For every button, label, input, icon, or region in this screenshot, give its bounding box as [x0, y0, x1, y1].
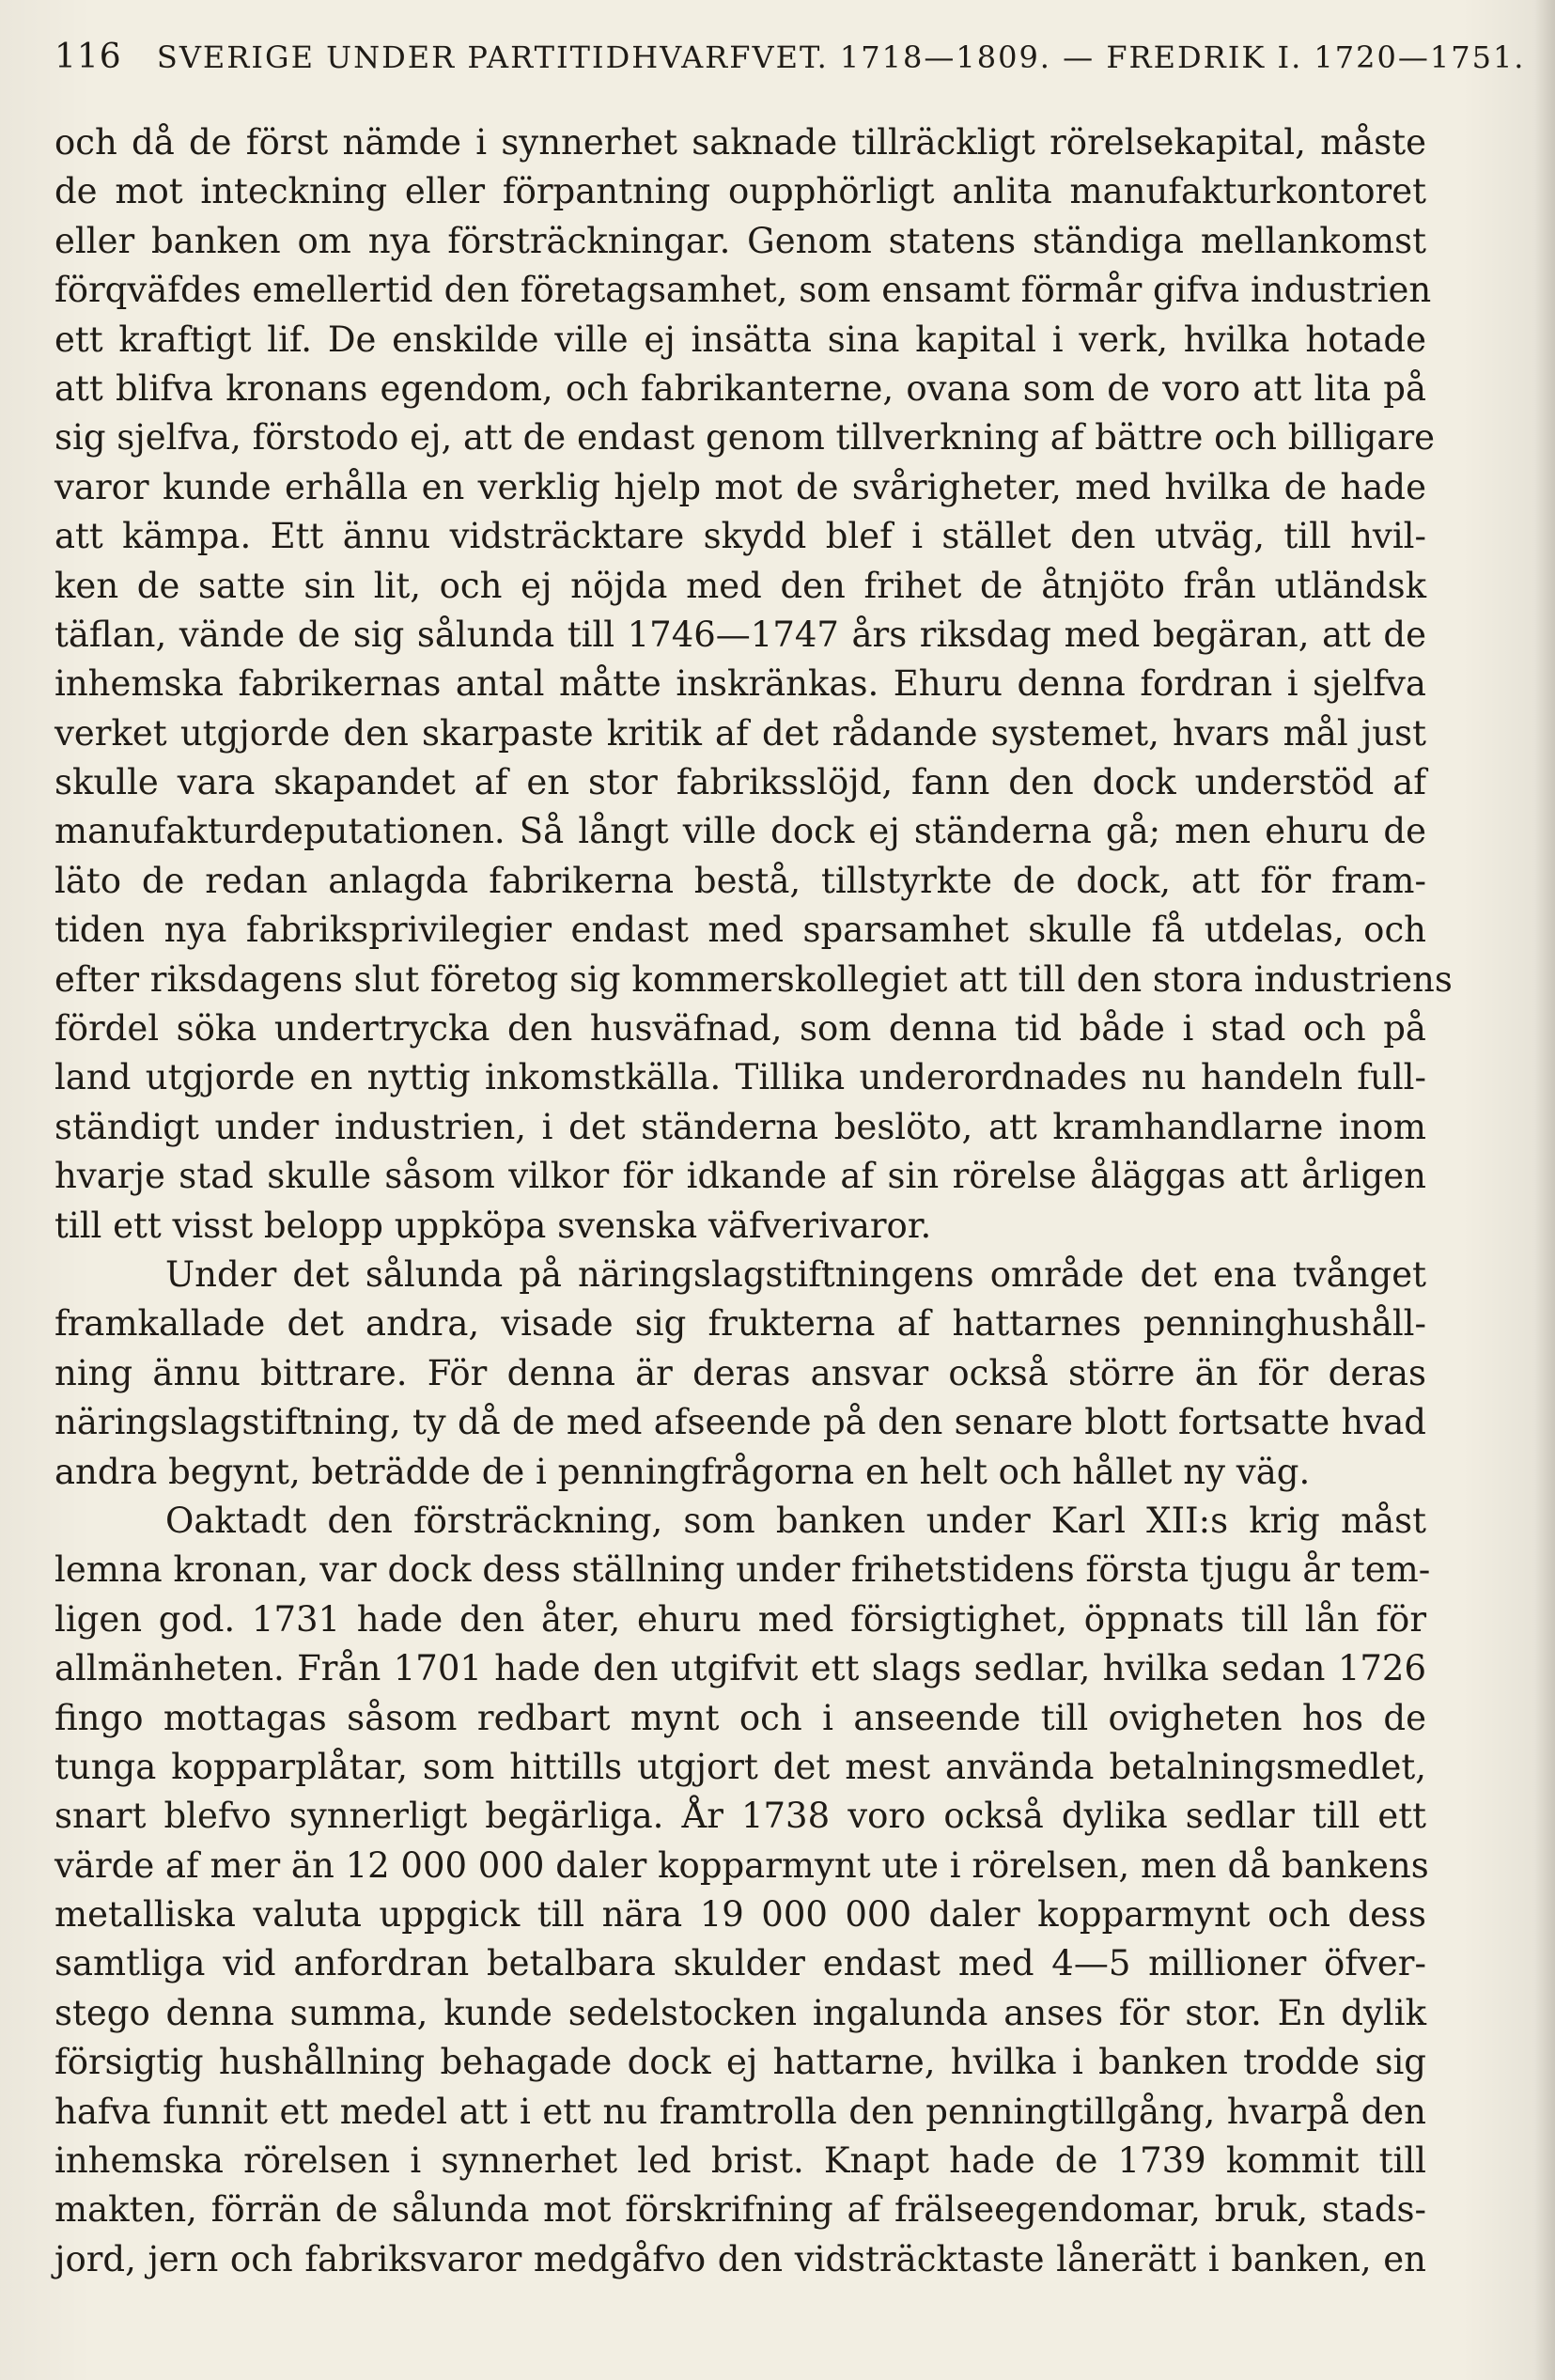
- text-line: makten, förrän de sålunda mot förskrifning af frälseegendomar, bruk, stads-: [54, 2189, 1426, 2231]
- text-line: hvarje stad skulle såsom vilkor för idkande af sin rörelse åläggas att årligen: [54, 1156, 1426, 1197]
- text-line: täflan, vände de sig sålunda till 1746—1747 års riksdag med begäran, att de: [54, 614, 1426, 655]
- text-line: fördel söka undertrycka den husväfnad, som denna tid både i stad och på: [54, 1008, 1426, 1050]
- text-line: land utgjorde en nyttig inkomstkälla. Tillika underordnades nu handeln full-: [54, 1057, 1426, 1098]
- text-line: eller banken om nya försträckningar. Genom statens ständiga mellankomst: [54, 220, 1426, 261]
- text-line: ett kraftigt lif. De enskilde ville ej insätta sina kapital i verk, hvilka hotade: [54, 319, 1426, 360]
- text-line: lemna kronan, var dock dess ställning under frihetstidens första tjugu år tem-: [54, 1549, 1431, 1591]
- text-line: verket utgjorde den skarpaste kritik af det rådande systemet, hvars mål just: [54, 712, 1426, 754]
- text-line: förqväfdes emellertid den företagsamhet, som ensamt förmår gifva industrien: [54, 270, 1432, 311]
- paragraph-start-line: Oaktadt den försträckning, som banken under Karl XII:s krig måst: [165, 1500, 1426, 1541]
- text-line: ligen god. 1731 hade den åter, ehuru med försigtighet, öppnats till lån för: [54, 1598, 1426, 1640]
- text-line: skulle vara skapandet af en stor fabriksslöjd, fann den dock understöd af: [54, 762, 1426, 803]
- paragraph-start-line: Under det sålunda på näringslagstiftningens område det ena tvånget: [165, 1253, 1426, 1295]
- text-line: allmänheten. Från 1701 hade den utgifvit ett slags sedlar, hvilka sedan 1726: [54, 1648, 1426, 1689]
- text-line: de mot inteckning eller förpantning oupphörligt anlita manufakturkontoret: [54, 171, 1426, 212]
- text-line: ning ännu bittrare. För denna är deras ansvar också större än för deras: [54, 1352, 1426, 1393]
- text-line: framkallade det andra, visade sig frukterna af hattarnes penninghushåll-: [54, 1303, 1426, 1345]
- text-line: inhemska fabrikernas antal måtte inskränkas. Ehuru denna fordran i sjelfva: [54, 663, 1426, 705]
- page-number: 116: [54, 38, 122, 76]
- text-line: att kämpa. Ett ännu vidsträcktare skydd blef i stället den utväg, till hvil-: [54, 516, 1426, 557]
- text-line: manufakturdeputationen. Så långt ville dock ej ständerna gå; men ehuru de: [54, 811, 1426, 852]
- text-line: samtliga vid anfordran betalbara skulder endast med 4—5 millioner öfver-: [54, 1943, 1426, 1984]
- text-line: stego denna summa, kunde sedelstocken ingalunda anses för stor. En dylik: [54, 1992, 1426, 2033]
- text-line: värde af mer än 12 000 000 daler kopparmynt ute i rörelsen, men då bankens: [54, 1844, 1429, 1886]
- running-title: SVERIGE UNDER PARTITIDHVARFVET. 1718—1809. — FREDRIK I. 1720—1751.: [156, 39, 1526, 75]
- text-line: att blifva kronans egendom, och fabrikanterne, ovana som de voro att lita på: [54, 367, 1426, 409]
- running-header: [54, 38, 1526, 76]
- page-edge-shadow: [1534, 0, 1555, 2380]
- text-line: varor kunde erhålla en verklig hjelp mot de svårigheter, med hvilka de hade: [54, 466, 1426, 507]
- text-line: tunga kopparplåtar, som hittills utgjort det mest använda betalningsmedlet,: [54, 1746, 1426, 1787]
- text-line: hafva funnit ett medel att i ett nu framtrolla den penningtillgång, hvarpå den: [54, 2091, 1426, 2132]
- text-line: efter riksdagens slut företog sig kommerskollegiet att till den stora industriens: [54, 958, 1453, 1000]
- text-line: inhemska rörelsen i synnerhet led brist. Knapt hade de 1739 kommit till: [54, 2140, 1426, 2182]
- text-line: ständigt under industrien, i det ständerna beslöto, att kramhandlarne inom: [54, 1106, 1426, 1147]
- text-line: sig sjelfva, förstodo ej, att de endast genom tillverkning af bättre och billigare: [54, 417, 1436, 459]
- body-text: [54, 118, 1453, 2284]
- text-line: näringslagstiftning, ty då de med afseende på den senare blott fortsatte hvad: [54, 1402, 1426, 1443]
- text-line: snart blefvo synnerligt begärliga. År 1738 voro också dylika sedlar till ett: [54, 1796, 1426, 1837]
- text-line: jord, jern och fabriksvaror medgåfvo den vidsträcktaste lånerätt i banken, en: [54, 2238, 1426, 2279]
- text-line: fingo mottagas såsom redbart mynt och i anseende till ovigheten hos de: [54, 1697, 1426, 1738]
- text-line: ken de satte sin lit, och ej nöjda med den frihet de åtnjöto från utländsk: [54, 565, 1426, 606]
- text-line: försigtig hushållning behagade dock ej hattarne, hvilka i banken trodde sig: [54, 2042, 1426, 2083]
- paragraph-end-line: andra begynt, beträdde de i penningfrågorna en helt och hållet ny väg.: [54, 1451, 1311, 1492]
- paragraph-end-line: till ett visst belopp uppköpa svenska väfverivaror.: [54, 1205, 932, 1246]
- text-line: och då de först nämde i synnerhet saknade tillräckligt rörelsekapital, måste: [54, 122, 1426, 163]
- text-line: metalliska valuta uppgick till nära 19 000 000 daler kopparmynt och dess: [54, 1894, 1426, 1936]
- text-line: läto de redan anlagda fabrikerna bestå, tillstyrkte de dock, att för fram-: [54, 860, 1426, 901]
- text-line: tiden nya fabriksprivilegier endast med sparsamhet skulle få utdelas, och: [54, 910, 1426, 951]
